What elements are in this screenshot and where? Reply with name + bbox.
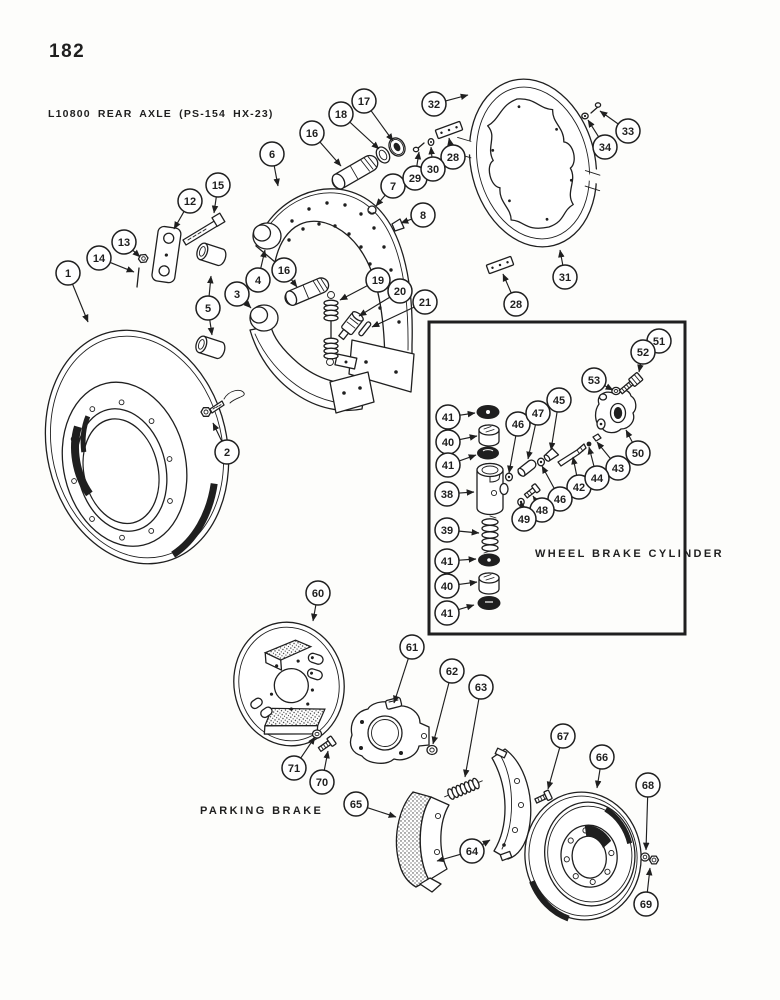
callout-15: [206, 173, 230, 213]
callout-17-leader: [371, 111, 393, 141]
callout-32-number: 32: [427, 99, 441, 111]
page-title: L10800 REAR AXLE (PS-154 HX-23): [48, 108, 274, 120]
callout-1: [56, 261, 88, 322]
callout-53-leader: [605, 386, 613, 390]
callout-67-leader: [548, 748, 560, 789]
part-screw-29: [413, 143, 424, 152]
callout-67-number: 67: [556, 731, 570, 743]
part-data-plate-28-lower: [486, 256, 514, 273]
part-washer-34: [582, 113, 588, 119]
callout-46-leader: [542, 466, 554, 488]
callout-39: [435, 518, 479, 542]
callout-52-number: 52: [636, 347, 650, 359]
part-washer-71: [313, 730, 322, 738]
callout-31-number: 31: [558, 272, 572, 284]
callout-40-leader: [459, 582, 477, 584]
callout-34-number: 34: [598, 142, 612, 154]
part-flange-61: [350, 697, 429, 763]
part-nut-69: [650, 856, 659, 864]
callout-44-number: 44: [590, 473, 604, 485]
callout-64: [437, 839, 490, 863]
callout-15-leader: [214, 197, 216, 213]
callout-5-leader: [209, 276, 211, 296]
callout-41-number: 41: [440, 608, 454, 620]
part-cup-41b: [477, 447, 499, 460]
part-bleeder-48: [523, 484, 540, 500]
callout-44: [585, 447, 609, 490]
callout-5-leader: [210, 320, 212, 335]
callout-60: [306, 581, 330, 621]
callout-63-leader: [465, 699, 479, 777]
part-cup-41c: [478, 554, 500, 567]
part-backing-ring-31-32: [441, 63, 622, 263]
callout-19-number: 19: [371, 275, 385, 287]
callout-6-number: 6: [268, 149, 276, 161]
callout-41: [435, 549, 476, 573]
callout-33-leader: [600, 111, 618, 124]
callout-28-leader: [503, 274, 511, 293]
callout-66-leader: [597, 769, 600, 788]
parking-caption: PARKING BRAKE: [200, 805, 324, 817]
callout-2-number: 2: [223, 447, 231, 459]
callout-16-leader: [320, 142, 341, 166]
callout-69-number: 69: [639, 899, 653, 911]
part-anchor-pin-16-upper: [329, 153, 380, 192]
callout-68-leader: [646, 797, 648, 850]
callout-4: [246, 250, 270, 292]
callout-1-number: 1: [64, 268, 72, 280]
callout-61-leader: [394, 658, 408, 703]
callout-32: [422, 92, 468, 116]
part-cylinder-38: [477, 464, 508, 515]
callout-47-number: 47: [531, 408, 545, 420]
callout-41: [436, 405, 475, 429]
callout-41-leader: [459, 605, 474, 610]
callout-53-number: 53: [587, 375, 601, 387]
callout-61: [394, 635, 424, 703]
callout-28-number: 28: [446, 152, 460, 164]
part-bolt-15: [183, 213, 225, 245]
callout-18-leader: [350, 122, 379, 149]
callout-42-number: 42: [572, 482, 586, 494]
callout-16-leader: [291, 280, 297, 287]
callout-28: [503, 274, 528, 316]
part-bolt-70: [317, 736, 336, 754]
callout-40-number: 40: [440, 581, 454, 593]
callout-62-leader: [433, 683, 449, 744]
page-number: 182: [49, 41, 86, 62]
callout-17: [352, 89, 393, 141]
callout-70-leader: [324, 751, 328, 770]
callout-17-number: 17: [357, 96, 371, 108]
callout-28-number: 28: [509, 299, 523, 311]
part-backing-plate-60: [224, 613, 354, 754]
inset-caption: WHEEL BRAKE CYLINDER: [535, 548, 724, 560]
callout-7-leader: [376, 195, 385, 206]
part-piston-40b: [479, 573, 499, 594]
callout-29-leader: [417, 152, 419, 166]
callout-40-leader: [460, 436, 477, 440]
part-cup-41d: [478, 596, 501, 610]
part-data-plate-28-upper: [435, 121, 463, 138]
callout-41: [435, 601, 474, 625]
callout-50-leader: [626, 430, 632, 442]
part-screw-33: [591, 103, 601, 113]
callout-49-number: 49: [517, 514, 531, 526]
callout-38: [435, 482, 474, 506]
callout-33-number: 33: [621, 126, 635, 138]
callout-66: [590, 745, 614, 788]
callout-31: [553, 250, 577, 289]
part-cup-41a: [477, 405, 500, 419]
part-spring-19: [324, 292, 338, 366]
callout-3-leader: [245, 302, 251, 308]
callout-12-number: 12: [183, 196, 197, 208]
part-ball-7: [368, 206, 376, 214]
part-washer-62: [427, 746, 437, 755]
callout-62: [433, 659, 464, 744]
part-bolt-52: [618, 372, 643, 395]
callout-41-leader: [460, 413, 475, 415]
callout-28-leader: [449, 138, 451, 145]
callout-43-number: 43: [611, 463, 625, 475]
callout-13-leader: [133, 250, 140, 257]
callout-70: [310, 751, 334, 794]
callout-41-number: 41: [441, 412, 455, 424]
callout-48-number: 48: [535, 505, 549, 517]
callout-65: [344, 792, 396, 817]
part-plug-43: [593, 434, 601, 441]
part-anchor-eye-4: [253, 223, 281, 249]
part-plug-8: [392, 219, 404, 231]
part-ring-46a: [506, 473, 513, 481]
callout-12-leader: [174, 211, 184, 229]
callout-71-number: 71: [287, 763, 301, 775]
callout-7: [376, 174, 405, 206]
callout-60-number: 60: [311, 588, 325, 600]
callout-43-leader: [597, 442, 610, 459]
callout-38-number: 38: [440, 489, 454, 501]
callout-61-number: 61: [405, 642, 419, 654]
callout-67: [548, 724, 575, 789]
callout-4-leader: [261, 250, 265, 268]
callout-42-leader: [573, 457, 577, 475]
callout-45-number: 45: [552, 395, 566, 407]
callout-8-leader: [401, 219, 412, 223]
callout-30-leader: [431, 147, 432, 157]
callout-66-number: 66: [595, 752, 609, 764]
callout-16-number: 16: [305, 128, 319, 140]
callout-52-leader: [639, 364, 641, 372]
callout-47: [526, 401, 550, 459]
callout-19-leader: [340, 286, 367, 300]
callout-40-number: 40: [441, 437, 455, 449]
callout-53: [582, 368, 613, 392]
callout-3-number: 3: [233, 289, 241, 301]
part-link-plate-12: [151, 226, 181, 284]
part-parking-shoe-65: [396, 792, 449, 892]
callout-50: [626, 430, 650, 465]
callout-46-number: 46: [511, 419, 525, 431]
callout-65-leader: [367, 808, 396, 817]
callout-41-number: 41: [440, 556, 454, 568]
part-nut-13: [139, 255, 149, 263]
callout-45-leader: [551, 412, 557, 450]
callout-5-number: 5: [204, 303, 212, 315]
callout-6: [260, 142, 284, 186]
part-pushrod-42: [558, 444, 586, 466]
part-ball-44: [587, 442, 592, 447]
callout-31-leader: [560, 250, 563, 265]
callout-52: [631, 340, 655, 372]
callout-64-number: 64: [465, 846, 479, 858]
callout-5: [196, 276, 220, 335]
callout-12: [174, 189, 202, 229]
callout-68: [636, 773, 660, 850]
callout-13-number: 13: [117, 237, 131, 249]
callout-46-number: 46: [553, 494, 567, 506]
callout-16-number: 16: [277, 265, 291, 277]
callout-63: [465, 675, 493, 777]
part-spring-63: [442, 776, 484, 802]
callout-41-leader: [459, 455, 476, 461]
callout-16: [272, 258, 297, 287]
part-ring-46b: [538, 458, 545, 466]
callout-15-number: 15: [211, 180, 225, 192]
part-pin-14: [137, 268, 139, 287]
callout-65-number: 65: [349, 799, 363, 811]
callout-14-number: 14: [92, 253, 106, 265]
callout-50-number: 50: [631, 448, 645, 460]
callout-40: [435, 574, 477, 598]
callout-44-leader: [589, 447, 594, 466]
callout-8: [401, 203, 435, 227]
part-piston-40a: [479, 425, 499, 446]
part-grommet-30: [428, 139, 434, 146]
callout-13: [112, 230, 140, 257]
callout-64-leader: [482, 840, 490, 845]
callout-45: [547, 388, 571, 450]
callout-30-number: 30: [426, 164, 440, 176]
part-washer-68: [641, 853, 649, 861]
callout-1-leader: [73, 284, 88, 322]
callout-32-leader: [446, 95, 468, 101]
callout-7-number: 7: [389, 181, 397, 193]
callout-41-number: 41: [441, 460, 455, 472]
callout-38-leader: [459, 492, 474, 493]
callout-46-leader: [509, 436, 516, 473]
callout-20-number: 20: [393, 286, 407, 298]
callout-62-number: 62: [445, 666, 459, 678]
callout-41-leader: [459, 559, 476, 560]
callout-8-number: 8: [419, 210, 427, 222]
callout-14-leader: [110, 262, 134, 272]
part-spring-39: [482, 516, 498, 553]
callout-40: [436, 430, 477, 454]
part-plug-45: [543, 448, 559, 463]
callout-21-number: 21: [418, 297, 432, 309]
callout-6-leader: [274, 166, 278, 186]
callout-70-number: 70: [315, 777, 329, 789]
part-anchor-eye-3: [250, 305, 278, 331]
callout-18-number: 18: [334, 109, 348, 121]
callout-68-number: 68: [641, 780, 655, 792]
callout-63-number: 63: [474, 682, 488, 694]
callout-51-number: 51: [652, 336, 666, 348]
callout-39-number: 39: [440, 525, 454, 537]
callout-41: [436, 453, 476, 477]
callout-60-leader: [313, 605, 316, 621]
callout-16: [300, 121, 341, 166]
callout-39-leader: [459, 531, 479, 533]
callout-69-leader: [647, 868, 650, 892]
part-bushing-5-lower: [194, 335, 227, 360]
part-pushrod-47: [516, 458, 537, 477]
part-washer-53: [612, 387, 620, 394]
callout-4-number: 4: [254, 275, 262, 287]
part-casting-50: [596, 389, 636, 432]
callout-29-number: 29: [408, 173, 422, 185]
part-bushing-5-upper: [195, 242, 228, 267]
